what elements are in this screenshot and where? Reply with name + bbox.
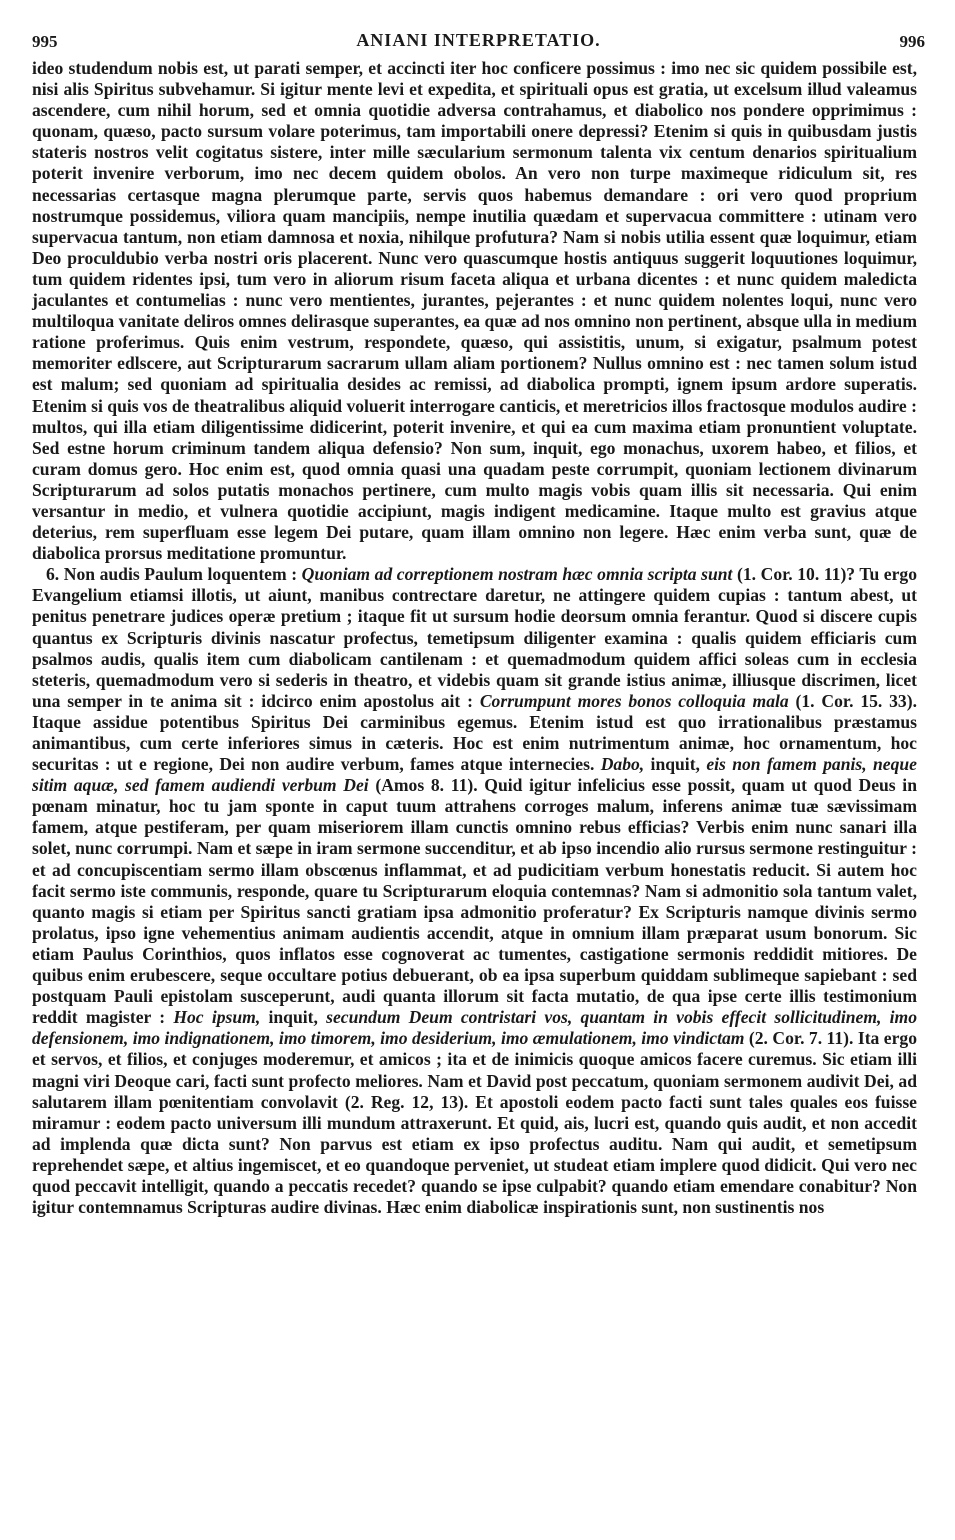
italic-quotation: Hoc ipsum, <box>173 1007 261 1028</box>
text-run: inquit, <box>644 754 707 775</box>
text-run: 6. Non audis Paulum loquentem : <box>46 564 302 585</box>
running-header <box>32 30 925 56</box>
paragraph <box>32 58 917 564</box>
left-page-number: 995 <box>32 32 58 51</box>
running-title: ANIANI INTERPRETATIO. <box>356 30 601 50</box>
text-run: (2. Cor. 7. 11). Ita ergo et servos, et filios, et conjuges moderemur, et amicos ; ita et de inimicis quoque amicos facere curemus. Sic etiam illi magni viri Deoque cari, facti sunt profecto meliores. Nam et David post peccatum, quoniam sermonem audivit Dei, ad salutarem illam pœnitentiam convolavit (2. Reg. 12, 13). Et apostoli eodem pacto facti sunt tales quales eos fuisse miramur : eodem pacto universum illi mundum attraxerunt. Et quid, ais, lucri est, quando quis audit, et non accedit ad implenda quæ dicta sunt? Non parvus est etiam ex ipso profectus auditu. Nam qui audit, et semetipsum reprehendet sæpe, et altius ingemiscet, et eo quandoque perveniet, ut studeat etiam implere quod didicit. Qui vero nec quod peccavit intelligit, quando a peccatis recedet? quando se ipse culpabit? quando etiam emendare conabitur? Non igitur contemnamus Scripturas audire divinas. Hæc enim diabolicæ inspirationis sunt, non sustinentis nos <box>32 1028 917 1218</box>
text-run: inquit, <box>260 1007 327 1028</box>
italic-quotation: Dabo, <box>600 754 645 775</box>
italic-quotation: Corrumpunt mores bonos colloquia mala <box>479 690 789 711</box>
italic-quotation: Quoniam ad correptionem nostram hæc omnia scripta sunt <box>301 564 733 585</box>
text-run: (1. Cor. 10. 11)? Tu ergo Evangelium etiamsi illotis, ut aiunt, manibus contrectare daretur, ne attingere quidem cupias : tantum abest, ut penitus penetrare judices operæ pretium ; itaque fit ut sursum hodie deorsum omnia ferantur. Quod si discere cupis quantus ex Scripturis divinis nascatur profectus, temetipsum diligenter examina : qualis quidem efficiaris cum psalmos audis, qualis item cum diabolicam cantilenam : et quemadmodum quidem affici soleas cum in ecclesia steteris, quemadmodum vero si sederis in theatro, et videbis quam sit grande istius animæ, illiusque discrimen, licet una semper in te anima sit : idcirco enim apostolus ait : <box>32 564 918 711</box>
paragraph <box>32 564 917 1218</box>
text-run: ideo studendum nobis est, ut parati semper, et accincti iter hoc conficere possimus : imo nec sic quidem possibile est, nisi alis Spiritus subvehamur. Si igitur mente levi et expedita, et spirituali opus est gratia, ut excelsum illud valeamus ascendere, cum nihil horum, sed et omnia quotidie adversa contrahamus, et diabolico nos pondere opprimimus : quonam, quæso, pacto sursum volare poterimus, tam importabili onere depressi? Etenim si quis in quibusdam justis stateris nostros velit cogitatus sistere, inter mille sæcularium sermonum talenta vix centum denarios spiritualium poterit invenire verborum, imo nec decem quidem obolos. An vero non turpe maximeque ridiculum sit, res necessarias certasque magna plerumque parte, servis quos habemus demandare : ori vero quod proprium nostrumque possidemus, viliora quam mancipiis, nempe inutilia quædam et supervacua committere : utinam vero supervacua tantum, non etiam damnosa et noxia, nihilque profutura? Nam si nobis utilia essent quæ loquimur, etiam Deo proculdubio verba nostri oris placerent. Nunc vero quascumque hostis antiquus suggerit loquutiones loquimur, tum quidem ridentes ipsi, tum vero in aliorum risum faceta aliqua et urbana dicentes : et nunc quidem maledicta jaculantes et contumelias : nunc vero mentientes, jurantes, pejerantes : et nunc quidem nolentes loqui, nunc vero multiloqua vanitate deliros omnes delirasque superantes, ea quæ ad nos omnino non pertinent, absque ulla in medium ratione proferimus. Quis enim vestrum, respondete, quæso, qui assistitis, unum, si exigatur, psalmum potest memoriter edlscere, aut Scripturarum sacrarum ullam aliam portionem? Nullus omnino est : nec tamen solum istud est malum; sed quoniam ad spiritualia desides ac remissi, ad diabolica prompti, ignem ipsum ardore superatis. Etenim si quis vos de theatralibus aliquid voluerit interrogare canticis, et meretricios illos fractosque modulos audire : multos, qui illa etiam diligentissime didicerint, poterit invenire, et qui ea cum maxima etiam pronuntient voluptate. Sed estne horum criminum tandem aliqua defensio? Non sum, inquit, ego monachus, uxorem habeo, et filios, et curam domus gero. Hoc enim est, quod omnia quasi una quadam peste corrumpit, quoniam lectionem divinarum Scripturarum ad solos putatis monachos pertinere, cum multo magis vobis quam illis sit necessaria. Qui enim versantur in medio, et vulnera quotidie accipiunt, magis indigent medicamine. Itaque multo est gravius atque deterius, rem superfluam esse legem Dei putare, quam illam omnino non legere. Hæc enim verba sunt, quæ de diabolica prorsus meditatione promuntur. <box>32 58 917 564</box>
italic-quotation: eis non famem panis, neque sitim aquæ, sed famem audiendi verbum Dei <box>32 754 917 796</box>
right-page-number: 996 <box>899 32 925 51</box>
text-run: (Amos 8. 11). Quid igitur infelicius esse possit, quam ut quod Deus in pœnam minatur, hoc tu jam sponte in caput tuum attrahens corroges malum, inferens animæ tuæ sævissimam famem, atque pestiferam, per quam miseriorem illam cunctis omnino rebus efficias? Verbis enim nunc sanari illa solet, nunc corrumpi. Nam et sæpe in iram sermone succenditur, et ab ipso incendio alio rursus sermone restinguitur : et ad concupiscentiam sermo illam obscœnus inflammat, et ad pudicitiam verbum honestatis reducit. Si autem hoc facit sermo iste communis, responde, quare tu Scripturarum eloquia contemnas? Nam si admonitio sola tantum valet, quanto magis si etiam per Spiritus sancti gratiam ipsa admonitio proferatur? Ex Scripturis namque divinis sermo prolatus, ipso igne vehementius animam audientis accendit, atque in omnium illam præparat usum bonorum. Sic etiam Paulus Corinthios, quos inflatos esse cognoverat ac tumentes, castigatione sermonis reddidit mitiores. De quibus enim erubescere, seque occultare potius debuerant, ob ea ipsa superbum quiddam sublimeque sapiebant : sed postquam Pauli epistolam susceperunt, audi quanta illorum sit facta mutatio, de qua ipse certe illis testimonium reddit magister : <box>32 775 917 1028</box>
italic-quotation: secundum Deum contristari vos, quantam in vobis effecit sollicitudinem, imo defensionem, imo indignationem, imo timorem, imo desiderium, imo æmulationem, imo vindictam <box>32 1007 918 1049</box>
body-text <box>32 58 917 1218</box>
text-run: (1. Cor. 15. 33). Itaque assidue potentibus Spiritus Dei carminibus egemus. Etenim istud est quo irrationalibus præstamus animantibus, cum certe inferiores simus in cæteris. Hoc est enim nutrimentum animæ, hoc ornamentum, hoc securitas : ut e regione, Dei non audire verbum, fames atque internecies. <box>32 690 917 775</box>
